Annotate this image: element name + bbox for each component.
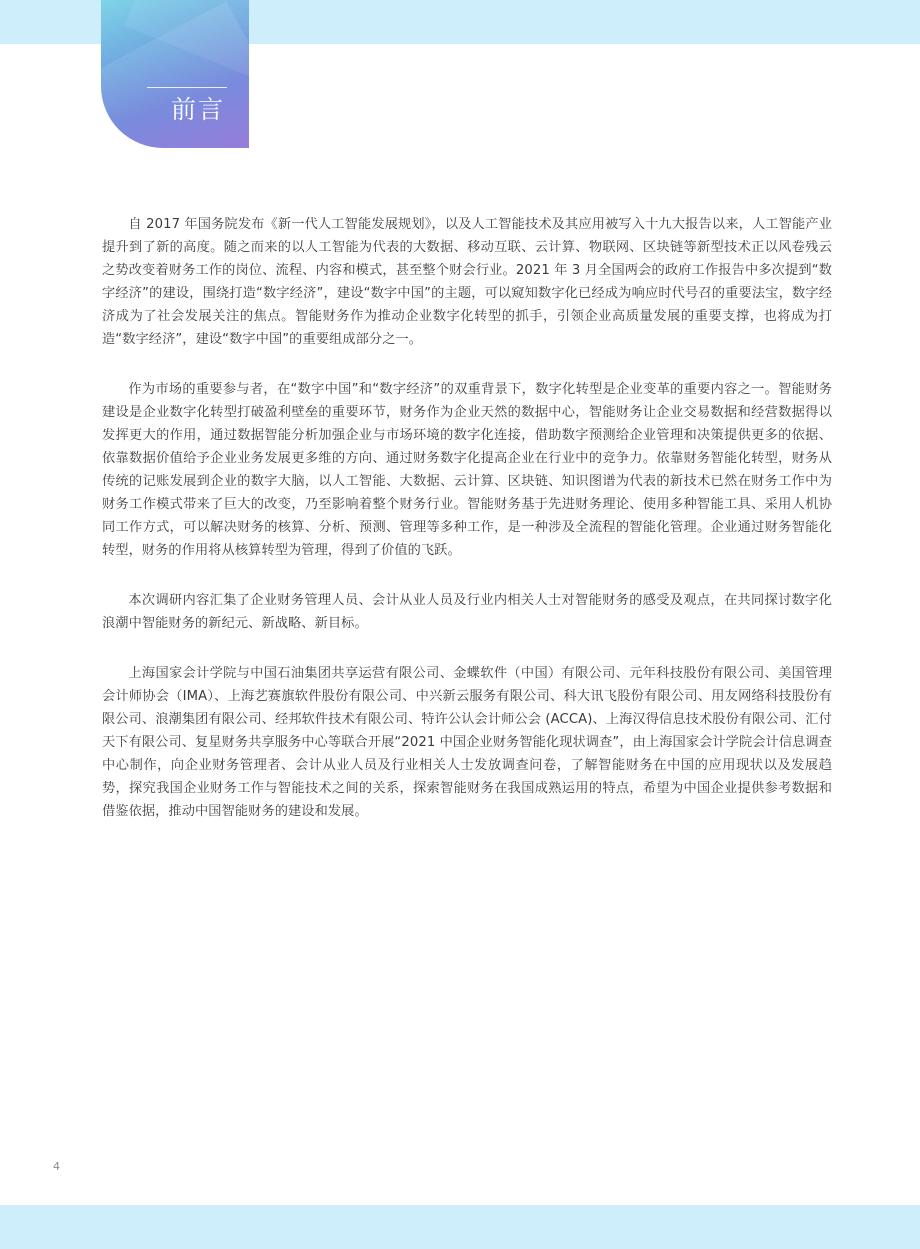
paragraph: 作为市场的重要参与者，在“数字中国”和“数字经济”的双重背景下，数字化转型是企业变革的重要内容之一。智能财务建设是企业数字化转型打破盈利壁垒的重要环节，财务作为企业天然的数据中心，智能财务让企业交易数据和经营数据得以发挥更大的作用，通过数据智能分析加强企业与市场环境的数字化连接，借助数字预测给企业管理和决策提供更多的依据、依靠数据价值给予企业业务发展更多维的方向、通过财务数字化提高企业在行业中的竞争力。依靠财务智能化转型，财务从传统的记账发展到企业的数字大脑，以人工智能、大数据、云计算、区块链、知识图谱为代表的新技术已然在财务工作中为财务工作模式带来了巨大的改变，乃至影响着整个财务行业。智能财务基于先进财务理论、使用多种智能工具、采用人机协同工作方式，可以解决财务的核算、分析、预测、管理等多种工作，是一种涉及全流程的智能化管理。企业通过财务智能化转型，财务的作用将从核算转型为管理，得到了价值的飞跃。 — [102, 382, 832, 558]
paragraph: 本次调研内容汇集了企业财务管理人员、会计从业人员及行业内相关人士对智能财务的感受及观点，在共同探讨数字化浪潮中智能财务的新纪元、新战略、新目标。 — [102, 593, 832, 631]
bottom-band — [0, 1205, 920, 1249]
page-number: 4 — [53, 1160, 60, 1173]
body-text — [102, 213, 832, 850]
paragraph: 自 2017 年国务院发布《新一代人工智能发展规划》，以及人工智能技术及其应用被写入十九大报告以来，人工智能产业提升到了新的高度。随之而来的以人工智能为代表的大数据、移动互联、云计算、物联网、区块链等新型技术正以风卷残云之势改变着财务工作的岗位、流程、内容和模式，甚至整个财会行业。2021 年 3 月全国两会的政府工作报告中多次提到“数字经济”的建设，围绕打造“数字经济”，建设“数字中国”的主题，可以窥知数字化已经成为响应时代号召的重要法宝，数字经济成为了社会发展关注的焦点。智能财务作为推动企业数字化转型的抓手，引领企业高质量发展的重要支撑，也将成为打造“数字经济”，建设“数字中国”的重要组成部分之一。 — [102, 217, 832, 347]
section-header-tab — [101, 0, 249, 148]
section-title: 前言 — [171, 95, 226, 124]
paragraph: 上海国家会计学院与中国石油集团共享运营有限公司、金蝶软件（中国）有限公司、元年科技股份有限公司、美国管理会计师协会（IMA）、上海艺赛旗软件股份有限公司、中兴新云服务有限公司、科大讯飞股份有限公司、用友网络科技股份有限公司、浪潮集团有限公司、经邦软件技术有限公司、特许公认会计师公会 (ACCA)、上海汉得信息技术股份有限公司、汇付天下有限公司、复星财务共享服务中心等联合开展“2021 中国企业财务智能化现状调查”，由上海国家会计学院会计信息调查中心制作，向企业财务管理者、会计从业人员及行业相关人士发放调查问卷，了解智能财务在中国的应用现状以及发展趋势，探究我国企业财务工作与智能技术之间的关系，探索智能财务在我国成熟运用的特点，希望为中国企业提供参考数据和借鉴依据，推动中国智能财务的建设和发展。 — [102, 666, 832, 819]
header-rule — [147, 87, 227, 88]
